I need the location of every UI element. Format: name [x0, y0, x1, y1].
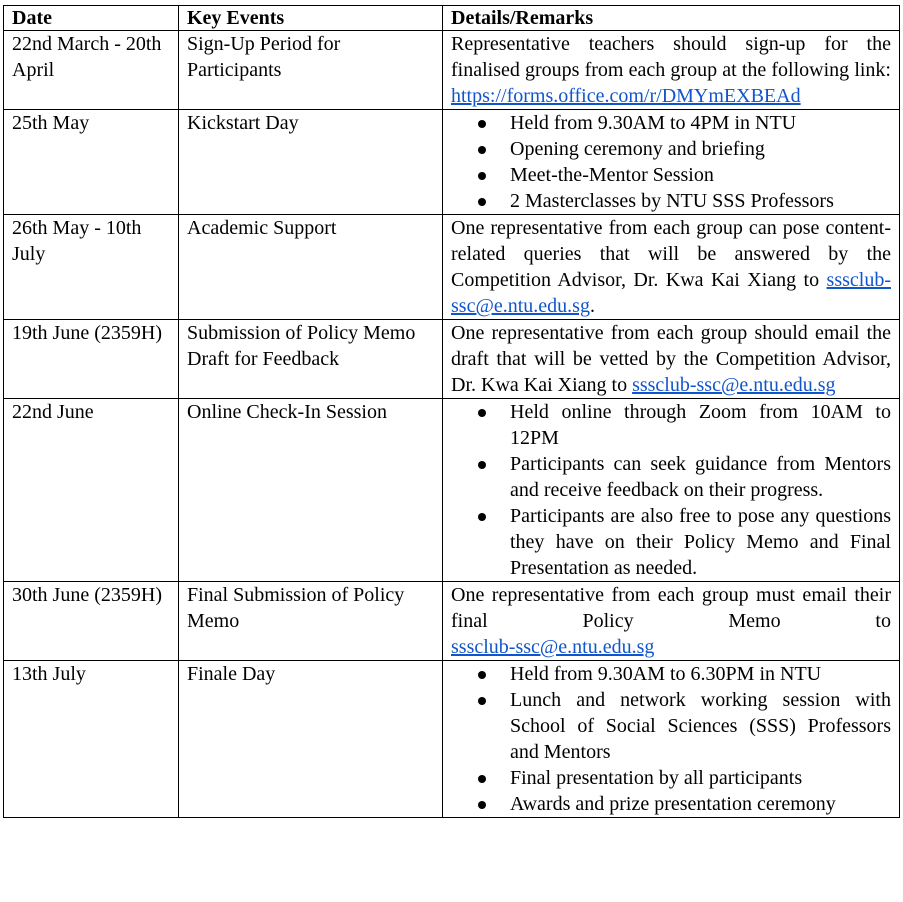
row-event: Online Check-In Session	[179, 399, 443, 582]
list-item: Held from 9.30AM to 4PM in NTU	[451, 110, 891, 136]
row-details	[443, 215, 900, 320]
bullet-icon	[478, 146, 486, 154]
row-details	[443, 110, 900, 215]
details-bullet-list	[451, 110, 891, 214]
list-item: Opening ceremony and briefing	[451, 136, 891, 162]
table-header-row	[4, 6, 900, 31]
row-date: 19th June (2359H)	[4, 320, 179, 399]
bullet-icon	[478, 198, 486, 206]
row-event: Final Submission of Policy Memo	[179, 582, 443, 661]
list-item: 2 Masterclasses by NTU SSS Professors	[451, 188, 891, 214]
header-key-events: Key Events	[179, 6, 443, 31]
list-item: Held from 9.30AM to 6.30PM in NTU	[451, 661, 891, 687]
details-bullet-list	[451, 399, 891, 581]
list-item: Lunch and network working session with School of Social Sciences (SSS) Professors and Mentors	[451, 687, 891, 765]
bullet-icon	[478, 801, 486, 809]
schedule-table	[3, 5, 900, 818]
signup-form-link[interactable]: https://forms.office.com/r/DMYmEXBEAd	[451, 85, 801, 107]
bullet-icon	[478, 513, 486, 521]
list-item: Held online through Zoom from 10AM to 12PM	[451, 399, 891, 451]
row-date: 26th May - 10th July	[4, 215, 179, 320]
row-date: 22nd June	[4, 399, 179, 582]
row-details	[443, 582, 900, 661]
bullet-icon	[478, 172, 486, 180]
schedule-document	[3, 5, 900, 818]
details-bullet-list	[451, 661, 891, 817]
header-date: Date	[4, 6, 179, 31]
email-link[interactable]: sssclub-ssc@e.ntu.edu.sg	[451, 269, 891, 317]
row-event: Sign-Up Period for Participants	[179, 31, 443, 110]
table-row	[4, 399, 900, 582]
bullet-icon	[478, 775, 486, 783]
list-item: Participants can seek guidance from Mentors and receive feedback on their progress.	[451, 451, 891, 503]
list-item: Awards and prize presentation ceremony	[451, 791, 891, 817]
list-item: Participants are also free to pose any questions they have on their Policy Memo and Final Presentation as needed.	[451, 503, 891, 581]
details-text: Representative teachers should sign-up for the finalised groups from each group at the following link:	[451, 33, 891, 81]
email-link[interactable]: sssclub-ssc@e.ntu.edu.sg	[632, 374, 836, 396]
row-event: Kickstart Day	[179, 110, 443, 215]
table-row	[4, 110, 900, 215]
header-details-remarks: Details/Remarks	[443, 6, 900, 31]
row-details	[443, 399, 900, 582]
table-row	[4, 582, 900, 661]
bullet-icon	[478, 671, 486, 679]
bullet-icon	[478, 461, 486, 469]
email-link[interactable]: sssclub-ssc@e.ntu.edu.sg	[451, 636, 655, 658]
row-date: 25th May	[4, 110, 179, 215]
row-date: 30th June (2359H)	[4, 582, 179, 661]
table-row	[4, 320, 900, 399]
table-row	[4, 661, 900, 818]
row-date: 22nd March - 20th April	[4, 31, 179, 110]
table-row	[4, 215, 900, 320]
list-item: Meet-the-Mentor Session	[451, 162, 891, 188]
row-event: Finale Day	[179, 661, 443, 818]
bullet-icon	[478, 409, 486, 417]
bullet-icon	[478, 697, 486, 705]
row-event: Academic Support	[179, 215, 443, 320]
bullet-icon	[478, 120, 486, 128]
details-text: One representative from each group must email their final Policy Memo to	[451, 584, 891, 632]
details-text: One representative from each group can pose content-related queries that will be answered by the Competition Advisor, Dr. Kwa Kai Xiang to sssclub-ssc@e.ntu.edu.sg.	[451, 217, 891, 317]
row-date: 13th July	[4, 661, 179, 818]
row-details	[443, 320, 900, 399]
details-text: One representative from each group should email the draft that will be vetted by the Competition Advisor, Dr. Kwa Kai Xiang to sssclub-ssc@e.ntu.edu.sg	[451, 322, 891, 396]
table-row	[4, 31, 900, 110]
row-details	[443, 661, 900, 818]
row-details	[443, 31, 900, 110]
row-event: Submission of Policy Memo Draft for Feedback	[179, 320, 443, 399]
list-item: Final presentation by all participants	[451, 765, 891, 791]
